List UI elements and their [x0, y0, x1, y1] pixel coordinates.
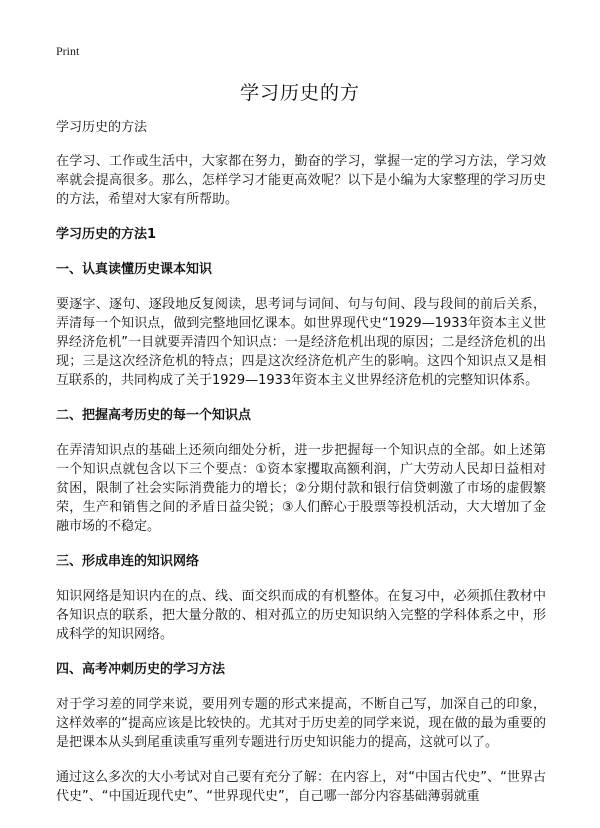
section-body-3: 知识网络是知识内在的点、线、面交织而成的有机整体。在复习中，必须抓住教材中各知识点的联系，把大量分散的、相对孤立的历史知识纳入完整的学科体系之中，形成科学的知识网络。 — [56, 589, 546, 642]
section-heading-4: 四、高考冲刺历史的学习方法 — [56, 662, 226, 677]
page-title: 学习历史的方 — [239, 82, 360, 104]
method-heading: 学习历史的方法1 — [56, 227, 157, 242]
section-heading-3: 三、形成串连的知识网络 — [56, 554, 200, 569]
article-subtitle: 学习历史的方法 — [56, 120, 148, 135]
section-body-4: 对于学习差的同学来说，要用列专题的形式来提高，不断自己写，加深自己的印象，这样效率的“提高应该是比较快的。尤其对于历史差的同学来说，现在做的最为重要的是把课本从头到尾重读重写重列专题进行历史知识能力的提高，这就可以了。 — [56, 697, 546, 750]
print-label[interactable]: Print — [56, 44, 80, 58]
section-heading-1: 一、认真读懂历史课本知识 — [56, 262, 213, 277]
closing-paragraph: 通过这么多次的大小考试对自己要有充分了解：在内容上，对“中国古代史”、“世界古代史”、“中国近现代史”、“世界现代史”，自己哪一部分内容基础薄弱就重 — [56, 770, 546, 804]
intro-paragraph: 在学习、工作或生活中，大家都在努力，勤奋的学习，掌握一定的学习方法，学习效率就会提高很多。那么，怎样学习才能更高效呢？以下是小编为大家整理的学习历史的方法，希望对大家有所帮助。 — [56, 154, 546, 207]
article-body — [56, 118, 546, 822]
section-body-1: 要逐字、逐句、逐段地反复阅读，思考词与词间、句与句间、段与段间的前后关系，弄清每一个知识点，做到完整地回忆课本。如世界现代史“1929—1933年资本主义世界经济危机”一目就要弄清四个知识点：一是经济危机出现的原因；二是经济危机的出现；三是这次经济危机的特点；四是这次经济危机产生的影响。这四个知识点又是相互联系的，共同构成了关于1929—1933年资本主义世界经济危机的完整知识体系。 — [56, 297, 546, 388]
section-heading-2: 二、把握高考历史的每一个知识点 — [56, 408, 252, 423]
section-body-2: 在弄清知识点的基础上还须向细处分析，进一步把握每一个知识点的全部。如上述第一个知识点就包含以下三个要点：①资本家攫取高额利润，广大劳动人民却日益相对贫困，限制了社会实际消费能力的增长；②分期付款和银行信贷刺激了市场的虚假繁荣，生产和销售之间的矛盾日益尖锐；③人们醉心于股票等投机活动，大大增加了金融市场的不稳定。 — [56, 443, 546, 534]
